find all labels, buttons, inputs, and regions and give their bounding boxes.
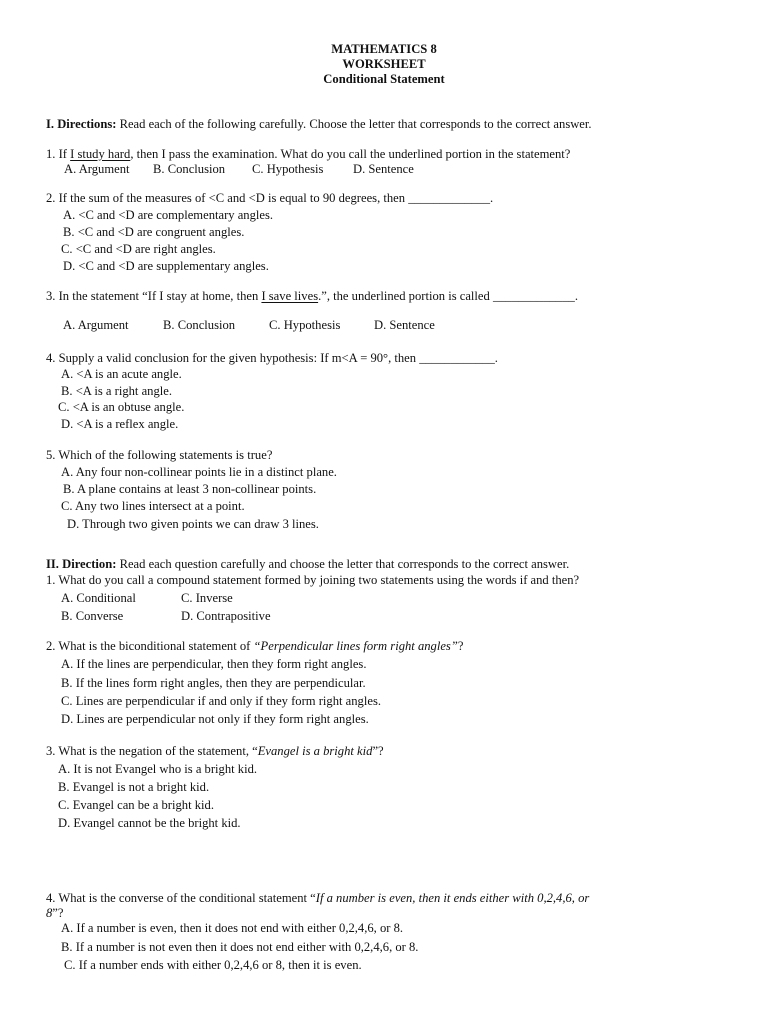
p1-q1-choice-a: A. Argument: [64, 162, 130, 176]
p1-q3-stem: 3. In the statement “If I stay at home, then I save lives.”, the underlined portion is called _____________.: [46, 289, 578, 303]
part2-directions: [46, 558, 569, 571]
p2-q4-choice-b: B. If a number is not even then it does not end either with 0,2,4,6, or 8.: [61, 940, 419, 954]
p2-q3-choice-c: C. Evangel can be a bright kid.: [58, 798, 214, 812]
p1-q5-choice-c: C. Any two lines intersect at a point.: [61, 499, 245, 513]
p1-q3-choice-c: C. Hypothesis: [269, 318, 341, 332]
p1-q1-underlined: I study hard: [70, 147, 131, 161]
topic-title: Conditional Statement: [323, 72, 445, 86]
p2-q1-choice-c: C. Inverse: [181, 591, 233, 605]
p2-q4-quoted-statement-line1: If a number is even, then it ends either with 0,2,4,6, or: [315, 891, 590, 905]
p2-q2-quoted-statement: “Perpendicular lines form right angles”: [253, 639, 458, 653]
p1-q5-choice-d: D. Through two given points we can draw 3 lines.: [67, 517, 319, 531]
p2-q3-choice-d: D. Evangel cannot be the bright kid.: [58, 816, 241, 830]
p1-q2-choice-c: C. <C and <D are right angles.: [61, 242, 216, 256]
p2-q1-choice-a: A. Conditional: [61, 591, 136, 605]
p1-q1-stem: 1. If I study hard, then I pass the examination. What do you call the underlined portion in the statement?: [46, 147, 571, 161]
p1-q4-choice-c: C. <A is an obtuse angle.: [58, 400, 185, 414]
part2-text: Read each question carefully and choose the letter that corresponds to the correct answer.: [116, 557, 570, 571]
p1-q1-choice-c: C. Hypothesis: [252, 162, 324, 176]
p1-q2-choice-d: D. <C and <D are supplementary angles.: [63, 259, 269, 273]
p2-q4-choice-a: A. If a number is even, then it does not end with either 0,2,4,6, or 8.: [61, 921, 404, 935]
p2-q2-choice-b: B. If the lines form right angles, then they are perpendicular.: [61, 676, 366, 690]
p1-q1-choice-b: B. Conclusion: [153, 162, 226, 176]
p2-q2-stem: 2. What is the biconditional statement of “Perpendicular lines form right angles”?: [46, 639, 464, 653]
p1-q3-choice-b: B. Conclusion: [163, 318, 236, 332]
p1-q5-choice-a: A. Any four non-collinear points lie in a distinct plane.: [61, 465, 337, 479]
subject-title: MATHEMATICS 8: [331, 42, 437, 56]
p2-q3-quoted-statement: Evangel is a bright kid: [257, 744, 373, 758]
p2-q2-choice-a: A. If the lines are perpendicular, then they form right angles.: [61, 657, 367, 671]
p1-q4-choice-d: D. <A is a reflex angle.: [61, 417, 179, 431]
p1-q2-choice-b: B. <C and <D are congruent angles.: [63, 225, 245, 239]
p2-q1-choice-b: B. Converse: [61, 609, 124, 623]
p2-q3-choice-a: A. It is not Evangel who is a bright kid.: [58, 762, 258, 776]
p1-q2-choice-a: A. <C and <D are complementary angles.: [63, 208, 274, 222]
p2-q4-quoted-statement-line2: 8: [46, 906, 53, 920]
p1-q3-choice-d: D. Sentence: [374, 318, 435, 332]
p1-q3-choice-a: A. Argument: [63, 318, 129, 332]
p2-q2-choice-c: C. Lines are perpendicular if and only if they form right angles.: [61, 694, 381, 708]
p2-q1-stem: 1. What do you call a compound statement formed by joining two statements using the words if and then?: [46, 573, 580, 587]
p2-q1-choice-d: D. Contrapositive: [181, 609, 271, 623]
p1-q1-choice-d: D. Sentence: [353, 162, 414, 176]
p2-q3-choice-b: B. Evangel is not a bright kid.: [58, 780, 210, 794]
p2-q3-stem: 3. What is the negation of the statement, “Evangel is a bright kid”?: [46, 744, 384, 758]
p2-q2-choice-d: D. Lines are perpendicular not only if they form right angles.: [61, 712, 369, 726]
part1-directions: [46, 118, 592, 131]
p1-q2-stem: 2. If the sum of the measures of <C and <D is equal to 90 degrees, then _____________.: [46, 191, 494, 205]
p1-q5-stem: 5. Which of the following statements is true?: [46, 448, 273, 462]
p2-q4-stem: 4. What is the converse of the conditional statement “If a number is even, then it ends either with 0,2,4,6, or: [46, 891, 590, 905]
p2-q4-choice-c: C. If a number ends with either 0,2,4,6 or 8, then it is even.: [64, 958, 362, 972]
p1-q5-choice-b: B. A plane contains at least 3 non-collinear points.: [63, 482, 317, 496]
part2-label: II. Direction:: [46, 557, 117, 571]
part1-text: Read each of the following carefully. Choose the letter that corresponds to the correct answer.: [116, 117, 592, 131]
p2-q4-stem-continued: 8”?: [46, 906, 64, 920]
p1-q3-underlined: I save lives: [261, 289, 319, 303]
p1-q4-stem: 4. Supply a valid conclusion for the given hypothesis: If m<A = 90°, then ____________.: [46, 351, 498, 365]
worksheet-title: WORKSHEET: [342, 57, 426, 71]
p1-q4-choice-b: B. <A is a right angle.: [61, 384, 172, 398]
part1-label: I. Directions:: [46, 117, 117, 131]
p1-q4-choice-a: A. <A is an acute angle.: [61, 367, 182, 381]
